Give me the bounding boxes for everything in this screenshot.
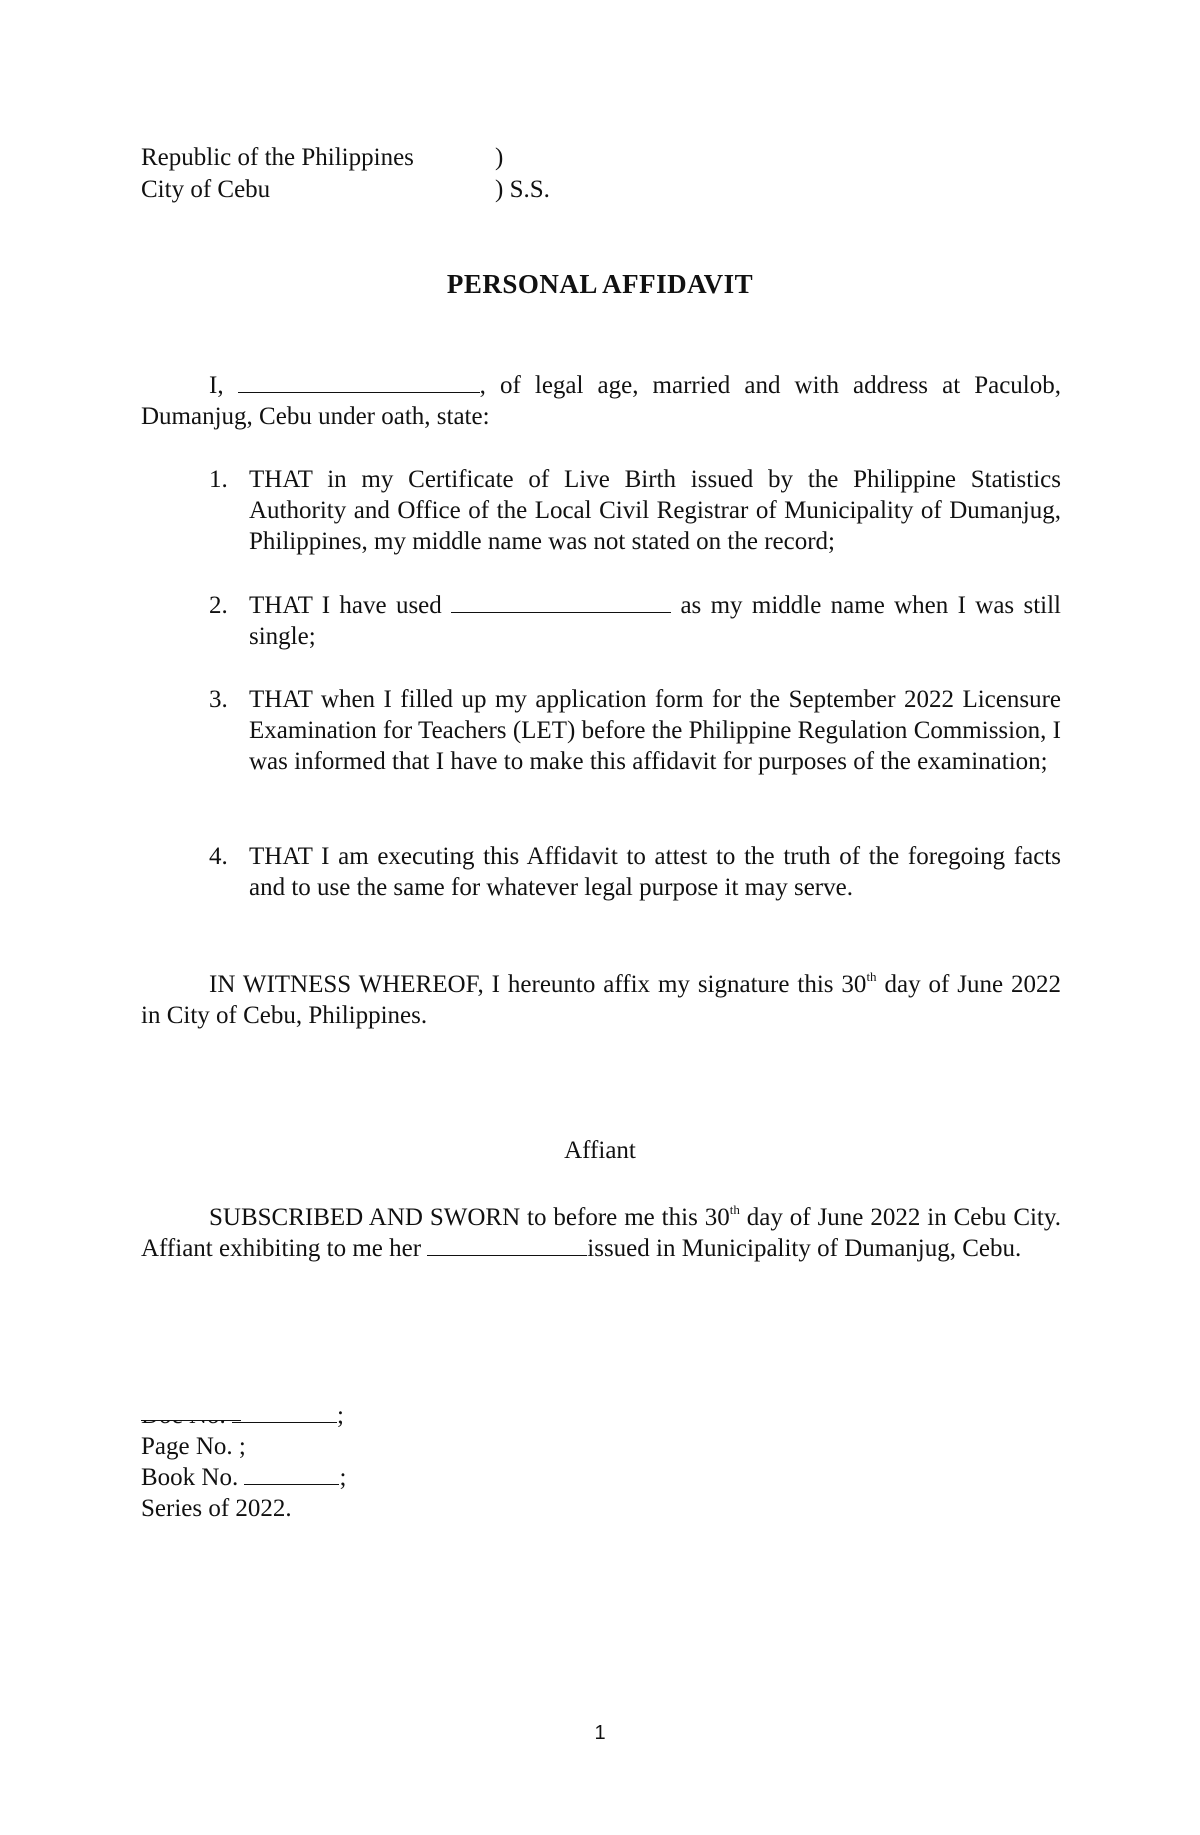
- middle-name-blank[interactable]: [451, 592, 671, 613]
- statement-text: THAT in my Certificate of Live Birth issued by the Philippine Statistics Authority and Office of the Local Civil Registrar of Municipality of Dumanjug, Philippines, my middle name was not stated on the record;: [249, 466, 1061, 555]
- statement-list-3: [141, 684, 1061, 777]
- intro-block: [141, 370, 1061, 432]
- jurat-block: [141, 1202, 1061, 1264]
- statement-suffix: as my middle name when I was still single;: [249, 592, 1061, 650]
- statement-4-block: [141, 841, 1061, 903]
- jurat-middle: day of June 2022 in Cebu City. Affiant exhibiting to me her: [141, 1204, 1062, 1262]
- jurat-prefix: SUBSCRIBED AND SWORN to before me this 30: [209, 1204, 730, 1231]
- statement-item-1: [141, 464, 1061, 557]
- statement-prefix: THAT I have used: [249, 592, 452, 619]
- page-number: 1: [594, 1722, 606, 1744]
- jurat-suffix: issued in Municipality of Dumanjug, Cebu.: [587, 1235, 1022, 1262]
- statement-list-4: [141, 841, 1061, 903]
- statement-number: 1.: [209, 466, 228, 493]
- statement-number: 2.: [209, 592, 228, 619]
- venue-block: [141, 142, 641, 206]
- page-number-line: [141, 1431, 346, 1462]
- doc-number-terminator: ;: [336, 1402, 344, 1429]
- venue-city: City of Cebu: [141, 176, 271, 203]
- statement-number: 4.: [209, 843, 228, 870]
- statement-3-block: [141, 684, 1061, 777]
- witness-block: [141, 969, 1061, 1031]
- statement-item-2: [141, 590, 1061, 652]
- book-number-line: [141, 1462, 346, 1493]
- affiant-name-blank[interactable]: [238, 372, 480, 393]
- statement-number: 3.: [209, 686, 228, 713]
- page-number-terminator: ;: [238, 1433, 246, 1460]
- statement-item-3: [141, 684, 1061, 777]
- intro-suffix: , of legal age, married and with address at Paculob, Dumanjug, Cebu under oath, state:: [141, 372, 1062, 430]
- statement-item-4: [141, 841, 1061, 903]
- witness-paragraph: [141, 969, 1061, 1031]
- statement-list-2: [141, 590, 1061, 652]
- witness-ordinal: th: [866, 969, 877, 984]
- venue-ss: ) S.S.: [495, 176, 550, 203]
- intro-paragraph: [141, 370, 1061, 432]
- witness-suffix: day of June 2022 in City of Cebu, Philippines.: [141, 971, 1062, 1029]
- book-number-label: Book No.: [141, 1464, 245, 1491]
- page-number-blank[interactable]: [141, 1400, 241, 1421]
- statement-2-block: [141, 590, 1061, 652]
- series-line: Series of 2022.: [141, 1495, 292, 1522]
- id-document-blank[interactable]: [427, 1235, 587, 1256]
- intro-prefix: I,: [209, 372, 238, 399]
- book-number-blank[interactable]: [244, 1464, 339, 1485]
- statement-text: THAT when I filled up my application form for the September 2022 Licensure Examination for Teachers (LET) before the Philippine Regulation Commission, I was informed that I have to make this affidavit for purposes of the examination;: [249, 686, 1061, 775]
- witness-prefix: IN WITNESS WHEREOF, I hereunto affix my signature this 30: [209, 971, 867, 998]
- jurat-ordinal: th: [729, 1202, 740, 1217]
- affiant-label: Affiant: [564, 1137, 636, 1164]
- book-number-terminator: ;: [339, 1464, 347, 1491]
- venue-bracket: ): [495, 144, 504, 171]
- venue-country: Republic of the Philippines: [141, 144, 414, 171]
- venue-row-republic: [141, 142, 641, 174]
- page-number-label: Page No.: [141, 1433, 239, 1460]
- document-title: PERSONAL AFFIDAVIT: [446, 269, 754, 299]
- doc-number-blank[interactable]: [232, 1402, 337, 1423]
- notarial-register-block: [141, 1400, 346, 1524]
- jurat-paragraph: [141, 1202, 1061, 1264]
- venue-row-city: [141, 174, 641, 206]
- statement-text: THAT I am executing this Affidavit to attest to the truth of the foregoing facts and to use the same for whatever legal purpose it may serve.: [249, 843, 1061, 901]
- statement-list: [141, 464, 1061, 557]
- statements-block: [141, 464, 1061, 557]
